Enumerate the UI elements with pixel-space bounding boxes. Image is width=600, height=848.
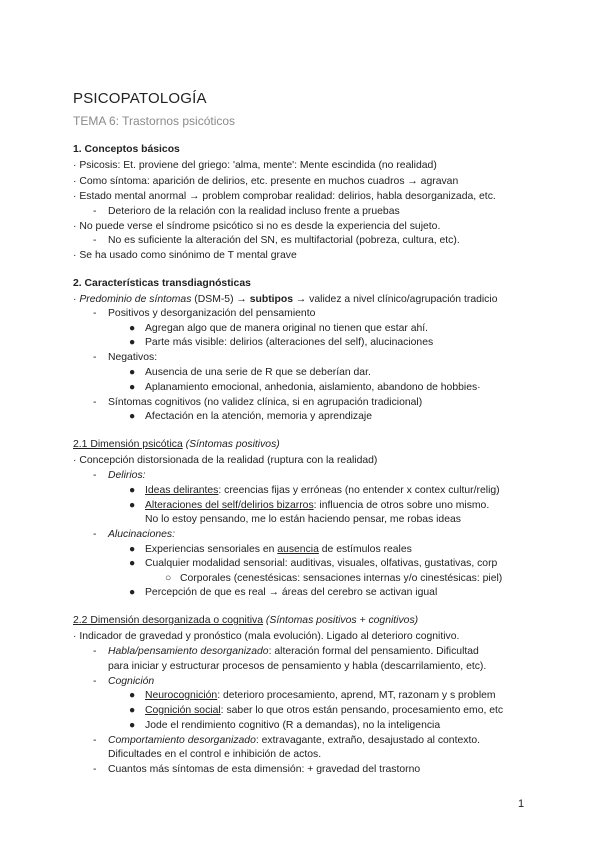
text-line: · Estado mental anormal → problem comprobar realidad: delirios, habla desorganizada, etc. bbox=[73, 191, 496, 202]
text-line: Dificultades en el control e inhibición de actos. bbox=[108, 749, 322, 760]
text-line: · Como síntoma: aparición de delirios, etc. presente en muchos cuadros → agravan bbox=[73, 176, 459, 187]
text-fragment: Neurocognición bbox=[145, 690, 218, 701]
text-line: Afectación en la atención, memoria y aprendizaje bbox=[145, 411, 372, 422]
dash-marker: - bbox=[93, 735, 97, 746]
text-line bbox=[73, 293, 497, 307]
section-2-2-heading bbox=[73, 614, 418, 628]
bullet-marker: ● bbox=[129, 411, 136, 422]
dash-marker: - bbox=[93, 646, 97, 657]
text-line: Corporales (cenestésicas: sensaciones internas y/o cinestésicas: piel) bbox=[180, 573, 503, 584]
bullet-marker: ● bbox=[129, 485, 136, 496]
text-fragment: Comportamiento desorganizado bbox=[108, 735, 256, 746]
text-fragment: → validez a nivel clínico/agrupación tradicio bbox=[293, 294, 498, 305]
dash-marker: - bbox=[93, 470, 97, 481]
text-line bbox=[145, 484, 500, 498]
text-line: Cualquier modalidad sensorial: auditivas, visuales, olfativas, gustativas, corp bbox=[145, 558, 498, 569]
bullet-marker: ● bbox=[129, 720, 136, 731]
text-line bbox=[108, 645, 479, 659]
text-fragment: Alteraciones del self/delirios bizarros bbox=[145, 500, 314, 511]
text-fragment: subtipos bbox=[249, 294, 294, 305]
dash-marker: - bbox=[93, 764, 97, 775]
bullet-marker: ● bbox=[129, 382, 136, 393]
document-subtitle: TEMA 6: Trastornos psicóticos bbox=[73, 114, 236, 128]
text-fragment: Experiencias sensoriales en bbox=[145, 544, 278, 555]
bullet-marker: ● bbox=[129, 337, 136, 348]
text-line: Percepción de que es real → áreas del cerebro se activan igual bbox=[145, 587, 438, 598]
text-line: Alucinaciones: bbox=[108, 529, 176, 540]
text-line: · Psicosis: Et. proviene del griego: 'alma, mente': Mente escindida (no realidad) bbox=[73, 160, 437, 171]
bullet-marker: ● bbox=[129, 705, 136, 716]
dash-marker: - bbox=[93, 308, 97, 319]
text-fragment: : alteración formal del pensamiento. Dificultad bbox=[268, 646, 479, 657]
text-line bbox=[145, 543, 412, 557]
text-line: Aplanamiento emocional, anhedonia, aislamiento, abandono de hobbies· bbox=[145, 382, 481, 393]
text-line: Deterioro de la relación con la realidad incluso frente a pruebas bbox=[108, 206, 400, 217]
page-number: 1 bbox=[518, 798, 525, 810]
text-fragment: (DSM-5) → bbox=[191, 294, 250, 305]
text-fragment: Ideas delirantes bbox=[145, 485, 219, 496]
text-line: · Indicador de gravedad y pronóstico (mala evolución). Ligado al deterioro cognitivo. bbox=[73, 631, 460, 642]
dash-marker: - bbox=[93, 397, 97, 408]
section-2-1-heading bbox=[73, 438, 280, 452]
bullet-marker: ● bbox=[129, 544, 136, 555]
text-line bbox=[108, 734, 480, 748]
circle-marker: ○ bbox=[165, 573, 172, 584]
text-fragment: de estímulos reales bbox=[318, 544, 412, 555]
heading-text: 2.2 Dimensión desorganizada o cognitiva bbox=[73, 615, 264, 626]
heading-text: 2.1 Dimensión psicótica bbox=[73, 439, 183, 450]
text-line: No lo estoy pensando, me lo están haciendo pensar, me robas ideas bbox=[145, 514, 461, 525]
text-fragment: : extravagante, extraño, desajustado al contexto. bbox=[255, 735, 480, 746]
bullet-marker: ● bbox=[129, 690, 136, 701]
text-fragment: : deterioro procesamiento, aprend, MT, razonam y s problem bbox=[217, 690, 496, 701]
bullet-marker: ● bbox=[129, 367, 136, 378]
text-line: · No puede verse el síndrome psicótico si no es desde la experiencia del sujeto. bbox=[73, 221, 441, 232]
section-2-heading: 2. Características transdiagnósticas bbox=[73, 278, 251, 289]
text-line: Negativos: bbox=[108, 352, 158, 363]
text-line: Cuantos más síntomas de esta dimensión: + gravedad del trastorno bbox=[108, 764, 421, 775]
text-fragment: ausencia bbox=[277, 544, 319, 555]
text-line bbox=[145, 704, 503, 718]
text-fragment: Predominio de síntomas bbox=[79, 294, 192, 305]
document-title: PSICOPATOLOGÍA bbox=[73, 90, 207, 107]
text-line: Delirios: bbox=[108, 470, 146, 481]
text-fragment: : influencia de otros sobre uno mismo. bbox=[313, 500, 490, 511]
heading-note: (Síntomas positivos + cognitivos) bbox=[263, 615, 419, 626]
text-fragment: : creencias fijas y erróneas (no entender x contex cultur/relig) bbox=[218, 485, 500, 496]
dash-marker: - bbox=[93, 206, 97, 217]
dash-marker: - bbox=[93, 676, 97, 687]
dash-marker: - bbox=[93, 352, 97, 363]
bullet-marker: ● bbox=[129, 558, 136, 569]
text-fragment: Cognición social bbox=[145, 705, 221, 716]
bullet-marker: ● bbox=[129, 500, 136, 511]
text-line: Síntomas cognitivos (no validez clínica, si en agrupación tradicional) bbox=[108, 397, 423, 408]
text-fragment: Habla/pensamiento desorganizado bbox=[108, 646, 269, 657]
text-line: · Concepción distorsionada de la realidad (ruptura con la realidad) bbox=[73, 455, 378, 466]
text-line bbox=[145, 689, 496, 703]
bullet-marker: ● bbox=[129, 323, 136, 334]
text-line: para iniciar y estructurar procesos de pensamiento y habla (descarrilamiento, etc). bbox=[108, 661, 487, 672]
text-line: Agregan algo que de manera original no tienen que estar ahí. bbox=[145, 323, 429, 334]
dash-marker: - bbox=[93, 529, 97, 540]
section-1-heading: 1. Conceptos básicos bbox=[73, 144, 180, 155]
text-fragment: : saber lo que otros están pensando, procesamiento emo, etc bbox=[220, 705, 504, 716]
text-line: Positivos y desorganización del pensamiento bbox=[108, 308, 316, 319]
text-line: Jode el rendimiento cognitivo (R a demandas), no la inteligencia bbox=[145, 720, 441, 731]
heading-note: (Síntomas positivos) bbox=[182, 439, 280, 450]
text-line: Parte más visible: delirios (alteraciones del self), alucinaciones bbox=[145, 337, 434, 348]
text-line: No es suficiente la alteración del SN, es multifactorial (pobreza, cultura, etc). bbox=[108, 235, 460, 246]
dash-marker: - bbox=[93, 235, 97, 246]
text-line bbox=[145, 499, 489, 513]
text-line: Cognición bbox=[108, 676, 155, 687]
text-fragment: · bbox=[73, 294, 80, 305]
bullet-marker: ● bbox=[129, 587, 136, 598]
text-line: Ausencia de una serie de R que se deberían dar. bbox=[145, 367, 371, 378]
text-line: · Se ha usado como sinónimo de T mental grave bbox=[73, 250, 297, 261]
